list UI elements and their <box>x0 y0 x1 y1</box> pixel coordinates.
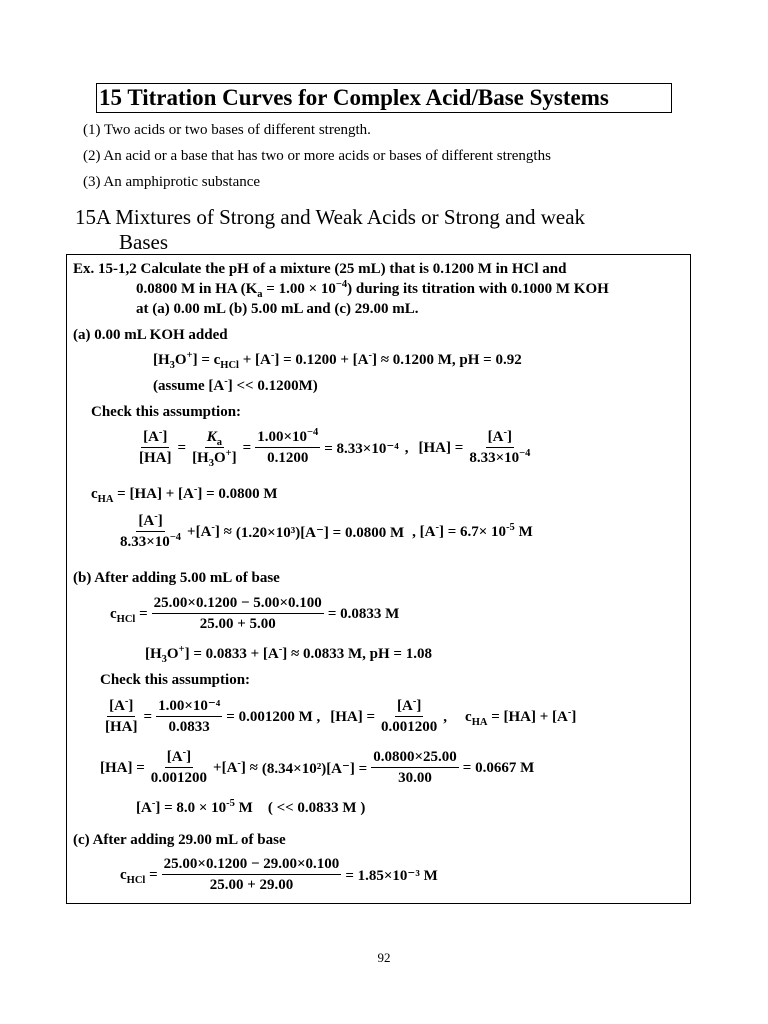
part-a-ratio-equation: $\frac{[A^-]}{[HA]}$ = $\frac{K_a}{[H_3O^+]}$ = $\frac{1.00\times 10^{-4}}{0.1200}$ = 8.33×10⁻⁴ , [HA] = $\frac{[A^-]}{8.33\times 10^{-4}}$ <box>139 427 531 469</box>
list-item-2: (2) An acid or a base that has two or more acids or bases of different strengths <box>83 148 551 164</box>
part-b-check-label: Check this assumption: <box>100 672 251 688</box>
part-a-cha-line: $c_{HA} = [HA] + [A^-] = 0.0800$ M <box>91 484 278 505</box>
part-b-heading: (b) After adding 5.00 mL of base <box>73 570 280 586</box>
part-a-assumption: (assume [A-] << 0.1200M) <box>153 376 318 394</box>
section-heading-cont: Bases <box>119 230 168 254</box>
part-c-chcl-equation: $c_{HCl}$ = $\frac{25.00\times 0.1200 - 29.00\times 0.100}{25.00 + 29.00}$ = 1.85×10⁻³ M <box>120 856 438 893</box>
part-a-sum-equation: $\frac{[A^-]}{8.33\times 10^{-4}}$ +[A-] ≈ (1.20×10³)[A⁻] = 0.0800 M , $[A^-] = 6.7\times 10^{-5}$ M <box>120 511 533 550</box>
page-title: 15 Titration Curves for Complex Acid/Base Systems <box>96 83 672 113</box>
part-b-a-result: $[A^-] = 8.0 \times 10^{-5}$ M ( << 0.0833 M ) <box>136 798 366 816</box>
part-a-heading: (a) 0.00 mL KOH added <box>73 327 228 343</box>
part-a-ratio-value: = 8.33×10⁻⁴ <box>324 440 399 457</box>
part-b-h3o-equation: $[H_3O^+] = 0.0833 + [A^-] \approx 0.0833$ M, pH = 1.08 <box>145 644 432 665</box>
part-b-ha-equation: [HA] = $\frac{[A^-]}{0.001200}$ +[A-] ≈ (8.34×10²)[A⁻] = $\frac{0.0800\times 25.00}{30.00}$ = 0.0667 M <box>100 747 535 786</box>
part-c-heading: (c) After adding 29.00 mL of base <box>73 832 286 848</box>
part-b-ratio-equation: $\frac{[A^-]}{[HA]}$ = $\frac{\text{1.00×10⁻⁴}}{0.0833}$ = 0.001200 M , [HA] = $\frac{[A^-]}{0.001200}$ , $c_{HA} = [HA] + [A^-]$ <box>105 696 577 735</box>
example-line-3: at (a) 0.00 mL (b) 5.00 mL and (c) 29.00 mL. <box>136 301 419 317</box>
section-heading: 15A Mixtures of Strong and Weak Acids or Strong and weak <box>75 205 586 229</box>
part-a-check-label: Check this assumption: <box>91 404 242 420</box>
page-number: 92 <box>377 950 391 965</box>
list-item-1: (1) Two acids or two bases of different strength. <box>83 122 371 138</box>
part-a-ha-label: [HA] = <box>418 439 464 456</box>
list-item-3: (3) An amphiprotic substance <box>83 174 261 190</box>
part-a-h3o-equation: $[H_3O^+] = c_{HCl} + [A^-] = 0.1200 + [A^-] \approx 0.1200$ M, pH = 0.92 <box>153 350 522 371</box>
part-b-chcl-equation: $c_{HCl}$ = $\frac{25.00\times 0.1200 - 5.00\times 0.100}{25.00 + 5.00}$ = 0.0833 M <box>110 595 400 632</box>
example-line-2: 0.0800 M in HA $(K_a = 1.00 \times 10^{-4})$ during its titration with 0.1000 M KOH <box>136 279 609 300</box>
example-line-1: Ex. 15-1,2 Calculate the pH of a mixture (25 mL) that is 0.1200 M in HCl and <box>73 261 567 277</box>
